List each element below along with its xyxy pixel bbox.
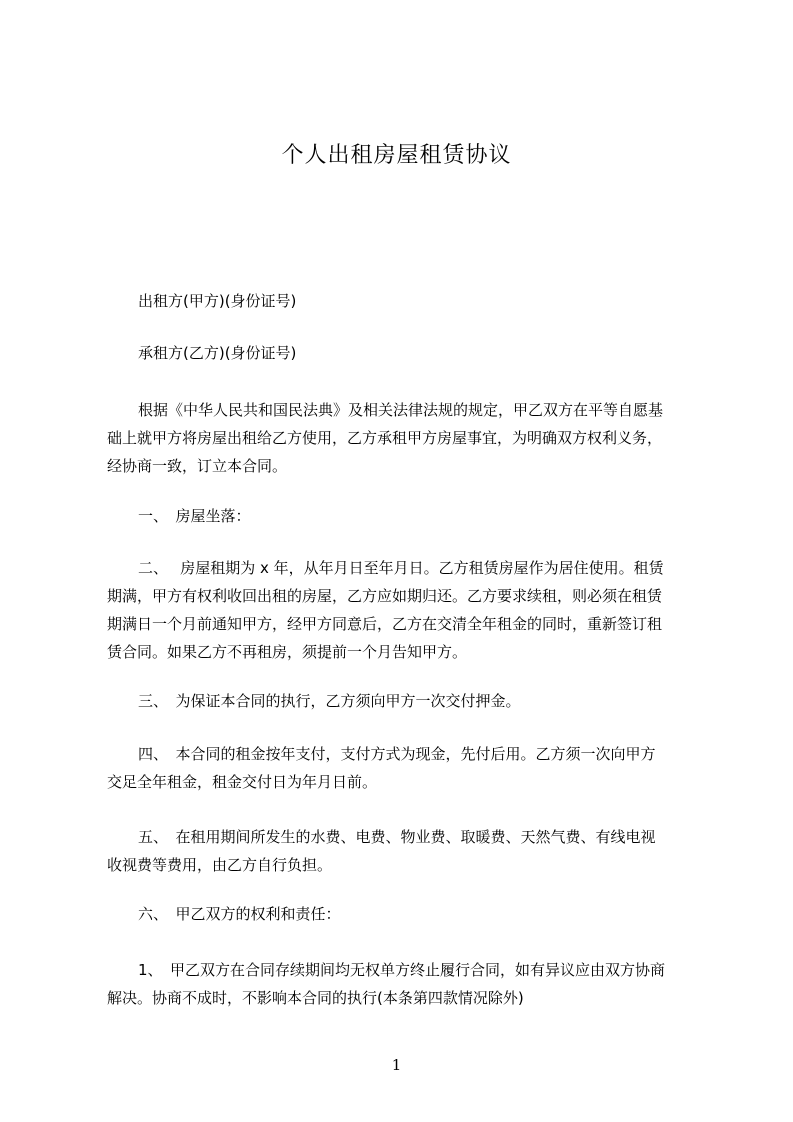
clause-line: 收视费等费用，由乙方自行负担。 (107, 856, 333, 874)
clause-5 (107, 823, 701, 879)
clause-line: 1、 甲乙双方在合同存续期间均无权单方终止履行合同，如有异议应由双方协商 (138, 961, 666, 979)
clause-line: 五、 在租用期间所发生的水费、电费、物业费、取暖费、天然气费、有线电视 (138, 828, 656, 846)
lessor-line: 出租方(甲方)(身份证号) (138, 292, 297, 310)
document-title: 个人出租房屋租赁协议 (281, 143, 512, 168)
clause-line: 赁合同。如果乙方不再租房，须提前一个月告知甲方。 (107, 643, 468, 661)
clause-6: 六、 甲乙双方的权利和责任： (138, 905, 341, 923)
clause-4 (107, 740, 701, 796)
clause-line: 四、 本合同的租金按年支付，支付方式为现金，先付后用。乙方须一次向甲方 (138, 745, 656, 763)
lessee-line: 承租方(乙方)(身份证号) (138, 344, 297, 362)
preamble-line: 础上就甲方将房屋出租给乙方使用，乙方承租甲方房屋事宜，为明确双方权利义务， (107, 429, 663, 447)
clause-2 (107, 554, 701, 666)
preamble-line: 根据《中华人民共和国民法典》及相关法律法规的规定，甲乙双方在平等自愿基 (138, 401, 664, 419)
clause-line: 二、 房屋租期为 x 年，从年月日至年月日。乙方租赁房屋作为居住使用。租赁 (138, 559, 664, 577)
clause-line: 解决。协商不成时，不影响本合同的执行(本条第四款情况除外) (107, 989, 524, 1007)
clause-3: 三、 为保证本合同的执行，乙方须向甲方一次交付押金。 (138, 692, 521, 710)
clause-6-item-1 (107, 956, 701, 1012)
preamble-line: 经协商一致，订立本合同。 (107, 457, 288, 475)
preamble-paragraph (107, 396, 701, 480)
clause-1: 一、 房屋坐落： (138, 507, 251, 525)
clause-line: 期满日一个月前通知甲方，经甲方同意后，乙方在交清全年租金的同时，重新签订租 (107, 615, 663, 633)
clause-line: 期满，甲方有权利收回出租的房屋，乙方应如期归还。乙方要求续租，则必须在租赁 (107, 587, 663, 605)
clause-line: 交足全年租金，租金交付日为年月日前。 (107, 773, 378, 791)
page-number: 1 (391, 1056, 402, 1074)
